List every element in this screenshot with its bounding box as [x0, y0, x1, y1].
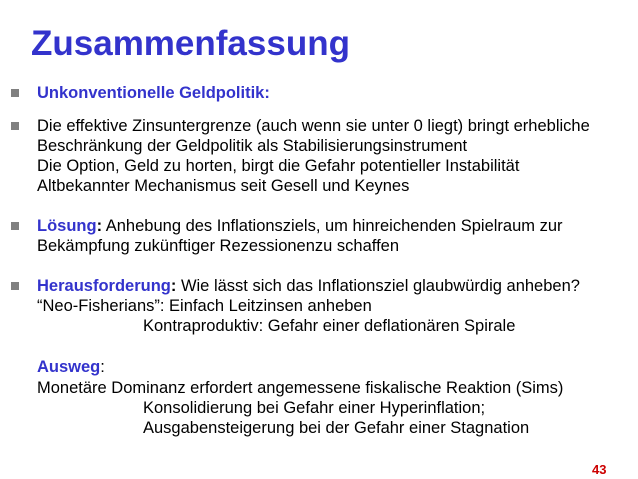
loesung-keyword: Lösung	[37, 217, 97, 235]
ausweg-line	[37, 358, 105, 377]
text-line: Altbekannter Mechanismus seit Gesell und Keynes	[37, 177, 410, 195]
text-line: Die effektive Zinsuntergrenze (auch wenn sie unter 0 liegt) bringt erhebliche	[37, 117, 590, 135]
slide-title: Zusammenfassung	[31, 24, 350, 63]
page-number: 43	[592, 462, 607, 477]
herausforderung-text: Wie lässt sich das Inflationsziel glaubwürdig anheben?	[176, 277, 580, 295]
text-line-indented: Ausgabensteigerung bei der Gefahr einer Stagnation	[143, 419, 530, 437]
text-line: Die Option, Geld zu horten, birgt die Gefahr potentieller Instabilität	[37, 157, 520, 175]
herausforderung-line	[37, 277, 580, 296]
ausweg-colon: :	[100, 358, 105, 376]
bullet-heading-geldpolitik: Unkonventionelle Geldpolitik:	[37, 84, 270, 102]
bullet-marker	[11, 122, 19, 130]
herausforderung-keyword: Herausforderung	[37, 277, 171, 295]
loesung-colon: :	[96, 217, 103, 235]
bullet-marker	[11, 89, 19, 97]
loesung-text: Anhebung des Inflationsziels, um hinreichenden Spielraum zur	[102, 217, 563, 235]
loesung-line	[37, 217, 563, 236]
herausforderung-colon: :	[170, 277, 177, 295]
bullet-marker	[11, 222, 19, 230]
text-line: Bekämpfung zukünftiger Rezessionenzu schaffen	[37, 237, 400, 255]
bullet-marker	[11, 282, 19, 290]
text-line: “Neo-Fisherians”: Einfach Leitzinsen anheben	[37, 297, 372, 315]
text-line-indented: Kontraproduktiv: Gefahr einer deflationären Spirale	[143, 317, 516, 335]
text-line-indented: Konsolidierung bei Gefahr einer Hyperinflation;	[143, 399, 486, 417]
text-line: Beschränkung der Geldpolitik als Stabilisierungsinstrument	[37, 137, 468, 155]
text-line: Monetäre Dominanz erfordert angemessene fiskalische Reaktion (Sims)	[37, 379, 564, 397]
ausweg-keyword: Ausweg	[37, 358, 101, 376]
